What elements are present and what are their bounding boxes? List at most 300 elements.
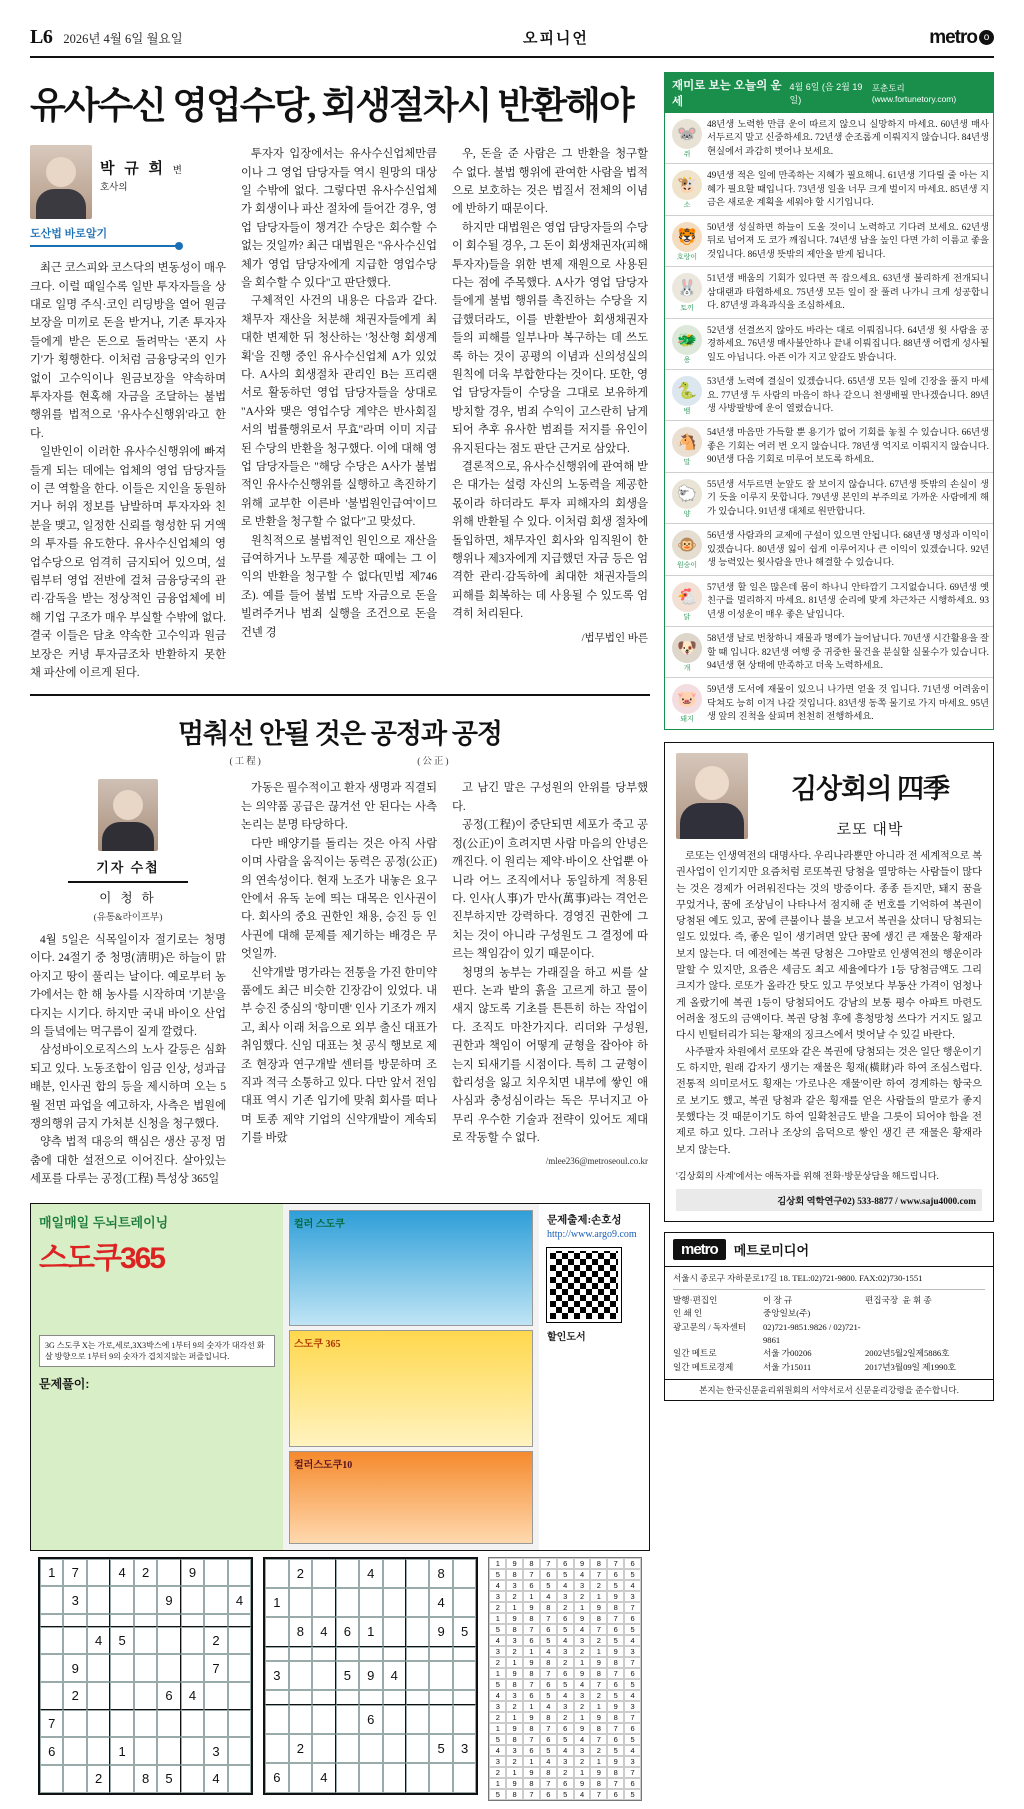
sudoku-cell[interactable]: [87, 1710, 110, 1738]
sudoku-cell[interactable]: 1: [265, 1588, 288, 1617]
article1-col1: [30, 145, 226, 682]
sudoku-cell[interactable]: 4: [312, 1763, 335, 1792]
colophon-row: 광고문의 / 독자센터 02)721-9851.9826 / 02)721-9861: [673, 1321, 861, 1346]
sudoku-cell[interactable]: [134, 1737, 157, 1765]
solution-cell: 8: [523, 1613, 540, 1624]
sudoku-cell[interactable]: [336, 1763, 359, 1792]
sudoku-cell[interactable]: [312, 1705, 335, 1734]
sudoku-cell[interactable]: [204, 1710, 227, 1738]
solution-cell: 7: [624, 1657, 641, 1668]
solution-cell: 6: [607, 1679, 624, 1690]
sudoku-cell[interactable]: [265, 1559, 288, 1588]
sudoku-cell[interactable]: 3: [265, 1661, 288, 1690]
article1-p3: 투자자 입장에서는 유사수신업체만큼이나 그 영업 담당자들 역시 원망의 대상일 수밖에 없다. 그렇다면 유사수신업체가 회생이나 파산 절차에 들어간 경우, 영업 담당자들이 챙겨간 수당은 회수할 수 없는 것일까? 최근 대법원은 "유사수신업체가 영업 담당자에게 지급한 영업수당을 회수할 수 있다"고 판단했다.: [241, 148, 437, 289]
sudoku-cell[interactable]: 9: [429, 1617, 452, 1646]
sudoku-cell[interactable]: [40, 1586, 63, 1614]
solution-cell: 6: [540, 1569, 557, 1580]
right-column: [664, 72, 994, 1809]
sudoku-cell[interactable]: [157, 1654, 180, 1682]
sudoku-cell[interactable]: 5: [157, 1765, 180, 1793]
sudoku-cell[interactable]: [228, 1682, 251, 1710]
solution-cell: 2: [489, 1712, 506, 1723]
solution-cell: 9: [574, 1723, 591, 1734]
article1-p5: 원칙적으로 불법적인 원인으로 재산을 급여하거나 노무를 제공한 때에는 그 이익의 반환을 청구할 수 없다(민법 제746조). 예를 들어 불법 도박 자금으로 돈을 빌려주거나 범죄 실행을 조건으로 돈을 건넨 경: [241, 534, 437, 639]
sudoku-cell[interactable]: [312, 1647, 335, 1661]
sudoku-cell[interactable]: [157, 1627, 180, 1655]
fortune-header: [665, 73, 993, 113]
sudoku-cell[interactable]: [63, 1710, 86, 1738]
sudoku-cell[interactable]: 2: [289, 1734, 312, 1763]
solution-cell: 8: [607, 1657, 624, 1668]
fortune-text: 48년생 노력한 만큼 운이 따르지 않으니 실망하지 마세요. 60년생 매사 서두르지 말고 신중하세요. 72년생 순조롭게 이뤄지지 않습니다. 84년생 현실에서 과감히 벗어나 보세요.: [707, 120, 989, 157]
sudoku-cell[interactable]: [110, 1682, 133, 1710]
sudoku-cell[interactable]: [181, 1654, 204, 1682]
book-cover-1: [289, 1210, 533, 1326]
sudoku-cell[interactable]: [312, 1734, 335, 1763]
sudoku-cell[interactable]: [204, 1586, 227, 1614]
sudoku-cell[interactable]: [453, 1647, 476, 1661]
fortune-text: 56년생 사람과의 교제에 구설이 있으면 안됩니다. 68년생 명성과 이익이 있겠습니다. 80년생 잃이 쉽게 이루어지나 큰 이익이 있겠습니다. 92년생 능력있는 윗사람을 만나 해결할 수 있습니다.: [707, 531, 989, 569]
sudoku-cell[interactable]: 2: [87, 1765, 110, 1793]
solution-cell: 3: [489, 1646, 506, 1657]
sudoku-cell[interactable]: [453, 1661, 476, 1690]
saju-body: [676, 849, 982, 1159]
solution-cell: 5: [540, 1635, 557, 1646]
solution-cell: 1: [590, 1646, 607, 1657]
sudoku-cell[interactable]: [265, 1705, 288, 1734]
sudoku-solution-panel: [488, 1557, 642, 1801]
solution-cell: 7: [590, 1624, 607, 1635]
sudoku-cell[interactable]: [40, 1765, 63, 1793]
sudoku-cell[interactable]: [181, 1737, 204, 1765]
colophon-logo: metro: [673, 1239, 726, 1260]
solution-cell: 5: [557, 1679, 574, 1690]
sudoku-cell[interactable]: [289, 1661, 312, 1690]
reporter-desk: (유통&라이프부): [93, 912, 163, 923]
sudoku-cell[interactable]: [429, 1647, 452, 1661]
sudoku-cell[interactable]: [289, 1588, 312, 1617]
solution-cell: 4: [574, 1789, 591, 1800]
promo-brand-big: 스도쿠365: [39, 1241, 164, 1275]
sudoku-cell[interactable]: 4: [429, 1588, 452, 1617]
sudoku-cell[interactable]: 4: [110, 1559, 133, 1587]
sudoku-cell[interactable]: [204, 1559, 227, 1587]
sudoku-cell[interactable]: [110, 1654, 133, 1682]
solution-cell: 7: [607, 1723, 624, 1734]
sudoku-cell[interactable]: [134, 1627, 157, 1655]
sudoku-cell[interactable]: 7: [204, 1654, 227, 1682]
sudoku-cell[interactable]: 4: [383, 1661, 406, 1690]
solution-cell: 8: [523, 1723, 540, 1734]
sudoku-cell[interactable]: [359, 1763, 382, 1792]
sudoku-cell[interactable]: 6: [265, 1763, 288, 1792]
solution-cell: 3: [624, 1756, 641, 1767]
sudoku-cell[interactable]: [453, 1763, 476, 1792]
sudoku-cell[interactable]: 9: [359, 1661, 382, 1690]
sudoku-cell[interactable]: 3: [204, 1737, 227, 1765]
sudoku-cell[interactable]: 6: [40, 1737, 63, 1765]
sudoku-grid-2[interactable]: [263, 1557, 478, 1795]
sudoku-cell[interactable]: [134, 1614, 157, 1627]
solution-cell: 2: [590, 1745, 607, 1756]
book-title-2: 스도쿠 365: [294, 1339, 341, 1351]
solution-cell: 7: [624, 1602, 641, 1613]
solution-cell: 8: [506, 1734, 523, 1745]
fortune-row: [665, 678, 993, 728]
article1-p8: 결론적으로, 유사수신행위에 관여해 받은 대가는 설령 자신의 노동력을 제공한 몫이라 하더라도 투자 피해자의 회생을 위해 반환될 수 있다. 이처럼 회생 절차에 돌입하면, 채무자인 회사와 임직원이 한 행위나 제3자에게 지급했던 자금 등은 엄격한 관리·감독하에 최대한 채권자들의 피해를 회복하는 데 사용될 수 있도록 엄격히 처리된다.: [452, 461, 648, 621]
sudoku-cell[interactable]: [157, 1737, 180, 1765]
sudoku-cell[interactable]: 6: [157, 1682, 180, 1710]
sudoku-cell[interactable]: [336, 1559, 359, 1588]
sudoku-cell[interactable]: 1: [40, 1559, 63, 1587]
zodiac-icon: 🐶 개: [667, 631, 707, 673]
solution-cell: 8: [540, 1657, 557, 1668]
saju-p1: 로또는 인생역전의 대명사다. 우리나라뿐만 아니라 전 세계적으로 복권사업이 인기지만 요즘처럼 로또복권 당첨을 열망하는 사람들이 많다는 것은 경제가 어려워진다는 것의 방증이다. 종종 듣지만, 돼지 꿈을 꾸었거나, 꿈에 조상님이 나타나서 점지해 준 번호를 기억하여 복권이 당첨된 예도 있고, 꿈에 큰불이나 불을 보고서 복권을 샀더니 당첨되는 일도 있었다. 즉, 좋은 일이 생기려면 앞단 꿈에 생긴 큰 재물은 황재라 보지 않는다. 더 예전에는 복권 당첨은 그야말로 인생역전의 행운이라 말할 수 있지만, 요즘은 세금도 최고 세율에다가 1등 당첨금액도 그리 크지가 않다. 로또가 올라간 탓도 있고 무엇보다 부동산 가격이 엄청나게 올랐기에 복권 1등이 당첨되어도 강남의 보통 평수 아파트 마련도 어려울 정도의 금액이다. 복권 당첨 후에 흥청망청 쓰다가 거지도 잃고 다시 빈털터리가 되는 황재의 징크스에서 벗어날 수 있길 바란다.: [676, 850, 982, 1042]
sudoku-cell[interactable]: 8: [429, 1559, 452, 1588]
fortune-text: 57년생 할 일은 많은데 몸이 하나니 안타깝기 그지없습니다. 69년생 옛 친구를 멀리하지 마세요. 81년생 순리에 맞게 차근차근 시행하세요. 93년생 이성운이 매우 좋은 날입니다.: [707, 582, 989, 620]
solution-cell: 7: [540, 1613, 557, 1624]
sudoku-cell[interactable]: [406, 1617, 429, 1646]
solution-cell: 1: [590, 1701, 607, 1712]
sudoku-cell[interactable]: 8: [134, 1765, 157, 1793]
sudoku-cell[interactable]: [181, 1614, 204, 1627]
sudoku-cell[interactable]: [289, 1763, 312, 1792]
solution-cell: 3: [624, 1701, 641, 1712]
sudoku-cell[interactable]: [312, 1559, 335, 1588]
sudoku-cell[interactable]: 2: [63, 1682, 86, 1710]
sudoku-cell[interactable]: 4: [87, 1627, 110, 1655]
article1-p7: 하지만 대법원은 영업 담당자들의 수당이 회수될 경우, 그 돈이 회생채권자(피해 투자자)들을 위한 변제 재원으로 사용된다는 점에 주목했다. A사가 영업 담당자들에게 불법 행위를 촉진하는 수당을 지급했더라도, 이를 반환받아 회생채권자들의 피해를 일부나마 복구하는 데 쓰도록 하는 것이 공평의 이념과 신의성실의 원칙에 더욱 부합한다는 것이다. 또한, 영업 담당자들이 수당을 그대로 보유하게 방치할 경우, 범죄 수익이 고스란히 남게 되어 추후 유사한 범죄를 저지를 유인이 유지된다는 점도 판단 근거로 삼았다.: [452, 221, 648, 455]
sudoku-cell[interactable]: [429, 1690, 452, 1704]
sudoku-cell[interactable]: [359, 1734, 382, 1763]
sudoku-cell[interactable]: 8: [289, 1617, 312, 1646]
article2-p8: 공정(工程)이 중단되면 세포가 죽고 공정(公正)이 흐려지면 사람 마음의 안녕은 깨진다. 이 원리는 제약·바이오 산업뿐 아니라 어느 조직에서나 동일하게 적용된다. 인사(人事)가 만사(萬事)라는 격언은 진부하지만 강력하다. 경영진 권한에 그치는 것이 아니라 구성원도 그 결정에 따르는 책임감이 있기 때문이다.: [452, 819, 648, 961]
sudoku-cell[interactable]: [406, 1763, 429, 1792]
fortune-text: 54년생 마음만 가득할 뿐 용기가 없어 기회를 놓칠 수 있습니다. 66년생 좋은 기회는 여러 번 오지 않습니다. 78년생 억지로 이뤄지지 않습니다. 90년생 다음 기회로 미루어 보도록 하세요.: [707, 428, 989, 466]
sudoku-cell[interactable]: [453, 1559, 476, 1588]
sudoku-cell[interactable]: 9: [63, 1654, 86, 1682]
sudoku-cell[interactable]: [383, 1588, 406, 1617]
solution-cell: 4: [540, 1591, 557, 1602]
sudoku-cell[interactable]: [110, 1614, 133, 1627]
sudoku-cell[interactable]: [134, 1586, 157, 1614]
article2-p3: 양측 법적 대응의 핵심은 생산 공정 멈춤에 대한 설전으로 이어진다. 살아있는 세포를 다루는 공정(工程) 특성상 365일: [30, 1136, 226, 1186]
solution-cell: 1: [523, 1646, 540, 1657]
sudoku-cell[interactable]: 6: [359, 1705, 382, 1734]
sudoku-cell[interactable]: 3: [453, 1734, 476, 1763]
sudoku-cell[interactable]: [336, 1734, 359, 1763]
article1-p6: 우, 돈을 준 사람은 그 반환을 청구할 수 없다. 불법 행위에 관여한 사람을 법적으로 보호하는 것은 법질서 전체의 이념에 반하기 때문이다.: [452, 148, 648, 216]
sudoku-cell[interactable]: [157, 1614, 180, 1627]
sudoku-cell[interactable]: [265, 1647, 288, 1661]
sudoku-cell[interactable]: [40, 1614, 63, 1627]
byline2-rule: [68, 881, 188, 883]
solution-cell: 6: [523, 1690, 540, 1701]
sudoku-cell[interactable]: [289, 1705, 312, 1734]
fortune-row: [665, 421, 993, 472]
sudoku-cell[interactable]: [312, 1661, 335, 1690]
solution-cell: 6: [540, 1679, 557, 1690]
sudoku-cell[interactable]: [336, 1690, 359, 1704]
sudoku-cell[interactable]: [406, 1690, 429, 1704]
sudoku-cell[interactable]: [406, 1661, 429, 1690]
sudoku-cell[interactable]: 9: [181, 1559, 204, 1587]
sudoku-cell[interactable]: [406, 1705, 429, 1734]
colophon-rows: [673, 1294, 985, 1374]
solution-cell: 7: [523, 1734, 540, 1745]
sudoku-cell[interactable]: [228, 1765, 251, 1793]
solution-cell: 5: [540, 1745, 557, 1756]
sudoku-cell[interactable]: [265, 1617, 288, 1646]
solution-cell: 2: [557, 1657, 574, 1668]
sudoku-cell[interactable]: [383, 1690, 406, 1704]
zodiac-icon: 🐲 용: [667, 323, 707, 365]
sudoku-cell[interactable]: [383, 1647, 406, 1661]
sudoku-cell[interactable]: 1: [110, 1737, 133, 1765]
sudoku-grids: [30, 1551, 650, 1809]
sudoku-cell[interactable]: [359, 1647, 382, 1661]
solution-cell: 6: [607, 1734, 624, 1745]
sudoku-cell[interactable]: [134, 1710, 157, 1738]
sudoku-cell[interactable]: [336, 1705, 359, 1734]
saju-titles: [758, 753, 982, 839]
colophon-footer: 본지는 한국신문윤리위원회의 서약서로서 신문윤리강령을 준수합니다.: [665, 1379, 993, 1400]
sudoku-cell[interactable]: [87, 1614, 110, 1627]
article1-col3: [452, 145, 648, 682]
sudoku-cell[interactable]: [181, 1765, 204, 1793]
sudoku-cell[interactable]: [228, 1654, 251, 1682]
sudoku-cell[interactable]: 3: [63, 1586, 86, 1614]
solution-cell: 7: [523, 1679, 540, 1690]
article1-signature: /법무법인 바른: [581, 632, 648, 644]
sudoku-cell[interactable]: [63, 1627, 86, 1655]
sudoku-cell[interactable]: [110, 1586, 133, 1614]
sudoku-cell[interactable]: [181, 1710, 204, 1738]
sudoku-cell[interactable]: 5: [336, 1661, 359, 1690]
sudoku-cell[interactable]: 2: [204, 1627, 227, 1655]
solution-cell: 4: [574, 1679, 591, 1690]
solution-cell: 6: [523, 1635, 540, 1646]
sudoku-cell[interactable]: [289, 1647, 312, 1661]
fortune-row: [665, 319, 993, 370]
sudoku-cell[interactable]: [63, 1614, 86, 1627]
sudoku-cell[interactable]: [134, 1654, 157, 1682]
article1-p4: 구체적인 사건의 내용은 다음과 같다. 채무자 재산을 처분해 채권자들에게 최대한 변제한 뒤 청산하는 '청산형 회생계획'을 진행 중인 유사수신업체 A가 있었다. A사의 회생절차 관리인 B는 프리랜서로 활동하던 영업 담당자들을 상대로 "A사와 맺은 영업수당 계약은 반사회질서의 법률행위로서 무효"라며 이미 지급된 수당의 반환을 청구했다. 이에 대해 영업 담당자들은 "해당 수당은 A사가 불법적인 유사수신행위를 실행하고 촉진하기 위해 교부한 이른바 '불법원인급여'이므로 반환을 청구할 수 없다"고 맞섰다.: [241, 295, 437, 529]
sudoku-cell[interactable]: 6: [336, 1617, 359, 1646]
sudoku-cell[interactable]: [40, 1654, 63, 1682]
sudoku-cell[interactable]: [40, 1627, 63, 1655]
fortune-text: 58년생 날로 번창하니 재물과 명예가 늘어납니다. 70년생 시간활용을 잘 할 때 입니다. 82년생 여행 중 귀중한 물건을 분실할 실물수가 있습니다. 94년생 현 상태에 만족하고 더욱 노력하세요.: [707, 634, 989, 671]
article2-col2: [241, 779, 437, 1188]
sudoku-cell[interactable]: [157, 1710, 180, 1738]
article2-col3: [452, 779, 648, 1188]
article2-signature: /mlee236@metroseoul.co.kr: [545, 1155, 648, 1166]
fortune-text: 59년생 도서에 재물이 있으니 나가면 얻을 것 입니다. 71년생 어려움이 닥쳐도 능히 이겨 나갈 것입니다. 83년생 동쪽 물기로 가지 마세요. 95년생 앞의 진척을 살피며 천천히 전행하세요.: [707, 685, 989, 723]
solution-cell: 8: [590, 1558, 607, 1569]
saju-subtitle: 로또 대박: [836, 821, 904, 838]
sudoku-cell[interactable]: [181, 1586, 204, 1614]
sudoku-cell[interactable]: [87, 1654, 110, 1682]
solution-cell: 4: [489, 1580, 506, 1591]
solution-cell: 3: [506, 1580, 523, 1591]
sudoku-cell[interactable]: [40, 1682, 63, 1710]
solution-cell: 7: [607, 1613, 624, 1624]
solution-cell: 8: [506, 1679, 523, 1690]
fortune-row: [665, 576, 993, 627]
sudoku-cell[interactable]: [204, 1614, 227, 1627]
sudoku-cell[interactable]: 4: [204, 1765, 227, 1793]
article2-byline: [30, 779, 226, 923]
qr-code-icon[interactable]: [547, 1248, 621, 1322]
saju-header: [676, 753, 982, 839]
solution-cell: 2: [489, 1657, 506, 1668]
solution-cell: 3: [557, 1701, 574, 1712]
brand-logo-icon: o: [979, 30, 994, 45]
sudoku-cell[interactable]: [134, 1682, 157, 1710]
solution-cell: 1: [590, 1756, 607, 1767]
sudoku-cell[interactable]: [228, 1737, 251, 1765]
sudoku-cell[interactable]: [336, 1647, 359, 1661]
solution-cell: 7: [523, 1624, 540, 1635]
saju-title: 김상회의 四季: [790, 773, 950, 804]
section-title: 오피니언: [522, 31, 589, 47]
solution-cell: 3: [624, 1591, 641, 1602]
sudoku-cell[interactable]: [383, 1559, 406, 1588]
sudoku-cell[interactable]: [63, 1737, 86, 1765]
sudoku-cell[interactable]: 1: [359, 1617, 382, 1646]
zodiac-icon: 🐯 호랑이: [667, 220, 707, 262]
solution-cell: 3: [489, 1701, 506, 1712]
solution-cell: 8: [523, 1778, 540, 1789]
sudoku-cell[interactable]: 7: [63, 1559, 86, 1587]
sudoku-cell[interactable]: [406, 1734, 429, 1763]
sudoku-cell[interactable]: [87, 1559, 110, 1587]
issue-date: 2026년 4월 6일 월요일: [63, 32, 183, 46]
sudoku-cell[interactable]: [110, 1765, 133, 1793]
masthead-logo: [929, 27, 994, 49]
solution-cell: 6: [557, 1558, 574, 1569]
sudoku-cell[interactable]: [383, 1763, 406, 1792]
sudoku-cell[interactable]: [359, 1690, 382, 1704]
page-body: [30, 72, 994, 1809]
solution-cell: 1: [506, 1602, 523, 1613]
sudoku-cell[interactable]: [157, 1559, 180, 1587]
sudoku-cell[interactable]: [228, 1614, 251, 1627]
sudoku-cell[interactable]: [228, 1710, 251, 1738]
sudoku-cell[interactable]: 4: [181, 1682, 204, 1710]
sudoku-cell[interactable]: 4: [228, 1586, 251, 1614]
solution-cell: 5: [624, 1734, 641, 1745]
promo-maker: 문제출제:손호성: [547, 1214, 622, 1226]
solution-cell: 6: [607, 1789, 624, 1800]
saju-contact: 김상회 역학연구02) 533-8877 / www.saju4000.com: [676, 1189, 982, 1211]
solution-cell: 3: [506, 1690, 523, 1701]
solution-cell: 5: [557, 1734, 574, 1745]
solution-cell: 8: [506, 1624, 523, 1635]
sudoku-cell[interactable]: [453, 1690, 476, 1704]
saju-column: [664, 742, 994, 1222]
colophon-address: 서울시 종로구 자하문로17길 18. TEL:02)721-9800. FAX:02)730-1551: [673, 1272, 923, 1283]
solution-cell: 1: [506, 1767, 523, 1778]
sudoku-cell[interactable]: 5: [453, 1617, 476, 1646]
sudoku-cell[interactable]: 4: [312, 1617, 335, 1646]
solution-cell: 2: [590, 1635, 607, 1646]
solution-cell: 9: [506, 1778, 523, 1789]
sudoku-cell[interactable]: [265, 1734, 288, 1763]
sudoku-cell[interactable]: [204, 1682, 227, 1710]
sudoku-cell[interactable]: [429, 1705, 452, 1734]
sudoku-cell[interactable]: [265, 1690, 288, 1704]
sudoku-cell[interactable]: [429, 1661, 452, 1690]
sudoku-cell[interactable]: [383, 1617, 406, 1646]
sudoku-cell[interactable]: [110, 1710, 133, 1738]
sudoku-cell[interactable]: [453, 1705, 476, 1734]
sudoku-cell[interactable]: 5: [429, 1734, 452, 1763]
article2-p1: 4월 5일은 식목일이자 절기로는 청명이다. 24절기 중 청명(淸明)은 하늘이 맑아지고 땅이 풀리는 날이다. 예로부터 농가에서는 한 해 농사를 시작하며 '기분'을 다지는 시기다. 하지만 국내 바이오 산업의 들녘에는 먹구름이 짙게 깔렸다.: [30, 933, 226, 1038]
sudoku-cell[interactable]: [228, 1559, 251, 1587]
solution-cell: 9: [590, 1602, 607, 1613]
solution-cell: 7: [590, 1789, 607, 1800]
promo-rules-note: 3G 스도쿠 X는 가로,세로,3X3박스에 1부터 9의 숫자가 대각선 화살 방향으로 1부터 9의 숫자가 겹치지않는 퍼즐입니다.: [39, 1335, 275, 1367]
solution-cell: 5: [607, 1745, 624, 1756]
sudoku-cell[interactable]: [429, 1763, 452, 1792]
sudoku-cell[interactable]: [406, 1588, 429, 1617]
zodiac-icon: 🐵 원숭이: [667, 528, 707, 570]
solution-cell: 6: [624, 1668, 641, 1679]
sudoku-cell[interactable]: 2: [134, 1559, 157, 1587]
solution-cell: 1: [489, 1668, 506, 1679]
solution-cell: 9: [523, 1767, 540, 1778]
sudoku-cell[interactable]: [406, 1647, 429, 1661]
sudoku-cell[interactable]: 4: [359, 1559, 382, 1588]
sudoku-cell[interactable]: [336, 1588, 359, 1617]
solution-cell: 1: [523, 1591, 540, 1602]
sudoku-cell[interactable]: [181, 1627, 204, 1655]
promo-url[interactable]: http://www.argo9.com: [547, 1228, 637, 1240]
sudoku-cell[interactable]: [406, 1559, 429, 1588]
article2-p2: 삼성바이오로직스의 노사 갈등은 심화되고 있다. 노동조합이 임금 인상, 성과급 배분, 인사권 합의 등을 제시하며 오는 5월 전면 파업을 예고하자, 사측은 법원에 쟁의행위 금지 가처분 신청을 청구했다.: [30, 1044, 226, 1131]
solution-cell: 2: [574, 1646, 591, 1657]
sudoku-cell[interactable]: 2: [289, 1559, 312, 1588]
sudoku-cell[interactable]: 9: [157, 1586, 180, 1614]
sudoku-cell[interactable]: [383, 1705, 406, 1734]
article2-headline: 멈춰선 안될 것은 공정과 공정: [178, 719, 502, 750]
solution-cell: 1: [523, 1701, 540, 1712]
sudoku-cell[interactable]: [289, 1690, 312, 1704]
sudoku-cell[interactable]: [359, 1588, 382, 1617]
sudoku-cell[interactable]: [453, 1588, 476, 1617]
sudoku-cell[interactable]: [87, 1586, 110, 1614]
reporter-portrait: [98, 779, 158, 851]
solution-cell: 8: [506, 1789, 523, 1800]
sudoku-cell[interactable]: 5: [110, 1627, 133, 1655]
sudoku-grid-1[interactable]: [38, 1557, 253, 1795]
colophon-row: 인 쇄 인 중앙일보(주): [673, 1308, 811, 1319]
fortune-text: 49년생 적은 일에 만족하는 지혜가 필요해니. 61년생 기다릴 줄 아는 지혜가 필요할 때입니다. 73년생 일을 너무 크게 벌이지 마세요. 85년생 지금은 새로운 계획을 세워야 할 시기입니다.: [707, 171, 989, 209]
sudoku-cell[interactable]: [63, 1765, 86, 1793]
masthead: [30, 26, 994, 58]
sudoku-cell[interactable]: [228, 1627, 251, 1655]
sudoku-cell[interactable]: 7: [40, 1710, 63, 1738]
solution-cell: 5: [557, 1569, 574, 1580]
sudoku-cell[interactable]: [87, 1737, 110, 1765]
sudoku-cell[interactable]: [312, 1588, 335, 1617]
sudoku-cell[interactable]: [87, 1682, 110, 1710]
sudoku-cell[interactable]: [383, 1734, 406, 1763]
fortune-source: 포춘토리(www.fortunetory.com): [871, 83, 957, 104]
sudoku-cell[interactable]: [312, 1690, 335, 1704]
solution-cell: 7: [590, 1569, 607, 1580]
